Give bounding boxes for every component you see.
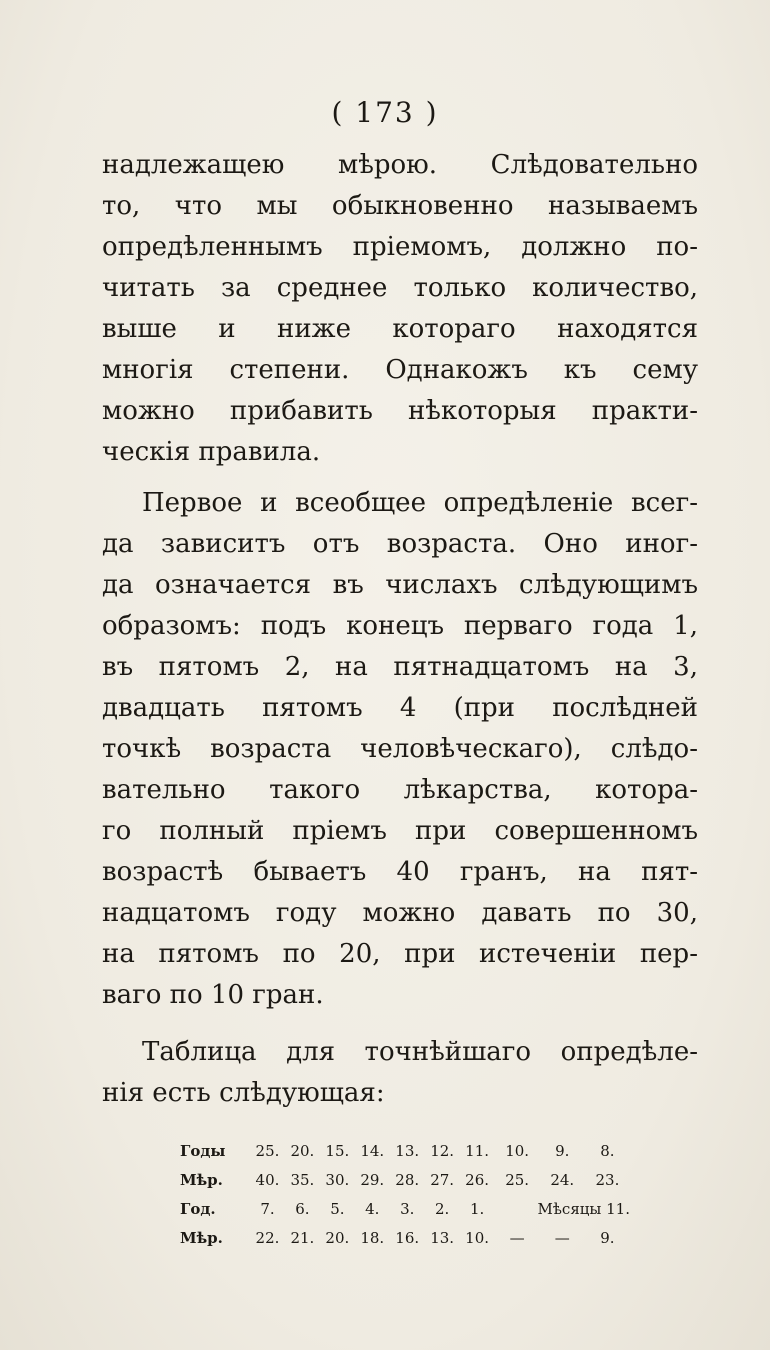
text-line: да зависитъ отъ возраста. Оно иног- <box>102 529 698 559</box>
text-line: опредѣленнымъ пріемомъ, должно по- <box>102 232 698 262</box>
table-cell: 25. <box>505 1170 530 1189</box>
table-cell: 2. <box>435 1199 450 1218</box>
table-cell: 10. <box>505 1141 530 1160</box>
text-line: да означается въ числахъ слѣдующимъ <box>102 570 698 600</box>
table-cell: 26. <box>465 1170 490 1189</box>
table-cell: 12. <box>430 1141 455 1160</box>
table-cell: 28. <box>395 1170 420 1189</box>
table-cell: 9. <box>555 1141 570 1160</box>
text-line: въ пятомъ 2, на пятнадцатомъ на 3, <box>102 652 698 682</box>
text-line: Таблица для точнѣйшаго опредѣле- <box>142 1037 698 1067</box>
text-line: ческія правила. <box>102 437 321 467</box>
text-line: многія степени. Однакожъ къ сему <box>102 355 698 385</box>
text-line: можно прибавить нѣкоторыя практи- <box>102 396 698 426</box>
paragraph-3 <box>102 1032 698 1114</box>
table-cell: 15. <box>325 1141 350 1160</box>
table-cell: 20. <box>325 1228 350 1247</box>
table-cell: 6. <box>295 1199 310 1218</box>
table-cell: — <box>509 1228 525 1247</box>
text-line: надлежащею мѣрою. Слѣдовательно <box>102 150 698 180</box>
table-row <box>180 1194 630 1223</box>
table-row <box>180 1223 630 1252</box>
table-cell: 7. <box>260 1199 275 1218</box>
table-cell: 35. <box>290 1170 315 1189</box>
table-cell: 18. <box>360 1228 385 1247</box>
table-cell: 29. <box>360 1170 385 1189</box>
table-cell: 13. <box>430 1228 455 1247</box>
text-line: вательно такого лѣкарства, которa- <box>102 775 698 805</box>
text-line: точкѣ возраста человѣческаго), слѣдо- <box>102 734 698 764</box>
row-label: Мѣр. <box>180 1228 223 1247</box>
row-label: Годы <box>180 1141 226 1160</box>
dose-table <box>180 1136 630 1252</box>
table-cell: 16. <box>395 1228 420 1247</box>
table-cell: 4. <box>365 1199 380 1218</box>
table-cell: 14. <box>360 1141 385 1160</box>
table-cell: 21. <box>290 1228 315 1247</box>
text-line: на пятомъ по 20, при истеченіи пер- <box>102 939 698 969</box>
table-cell: 23. <box>595 1170 620 1189</box>
table-cell: 11. <box>465 1141 490 1160</box>
table-cell: 10. <box>465 1228 490 1247</box>
table-row <box>180 1136 630 1165</box>
paragraph-1 <box>102 145 698 473</box>
text-line: надцатомъ году можно давать по 30, <box>102 898 698 928</box>
text-line: образомъ: подъ конецъ перваго года 1, <box>102 611 698 641</box>
table-cell: 1. <box>469 1199 485 1218</box>
text-line: то, что мы обыкновенно называемъ <box>102 191 698 221</box>
table-cell: 40. <box>255 1170 280 1189</box>
table-cell: 22. <box>255 1228 280 1247</box>
table-cell: 20. <box>290 1141 315 1160</box>
paragraph-2 <box>102 483 698 1016</box>
table-cell: 13. <box>395 1141 420 1160</box>
text-line: ваго по 10 гран. <box>102 980 324 1010</box>
row-label: Год. <box>180 1199 216 1218</box>
text-line: двадцать пятомъ 4 (при послѣдней <box>102 693 698 723</box>
table-cell: 5. <box>330 1199 345 1218</box>
text-line: нія есть слѣдующая: <box>102 1078 385 1108</box>
row-label: Мѣр. <box>180 1170 223 1189</box>
text-line: Первое и всеобщее опредѣленіе всег- <box>142 488 698 518</box>
table-cell: Мѣсяцы 11. <box>537 1199 630 1218</box>
text-line: выше и ниже котораго находятся <box>102 314 698 344</box>
page-number: ( 173 ) <box>331 96 439 129</box>
text-line: читать за среднее только количество, <box>102 273 698 303</box>
table-cell: 3. <box>400 1199 415 1218</box>
table-cell: 27. <box>430 1170 455 1189</box>
table-cell: 30. <box>325 1170 350 1189</box>
table-cell: — <box>554 1228 570 1247</box>
text-line: го полный пріемъ при совершенномъ <box>102 816 698 846</box>
table-cell: 9. <box>600 1228 615 1247</box>
table-row <box>180 1165 630 1194</box>
table-cell: 25. <box>255 1141 280 1160</box>
table-cell: 8. <box>600 1141 615 1160</box>
text-line: возрастѣ бываетъ 40 гранъ, на пят- <box>102 857 698 887</box>
table-cell: 24. <box>550 1170 575 1189</box>
